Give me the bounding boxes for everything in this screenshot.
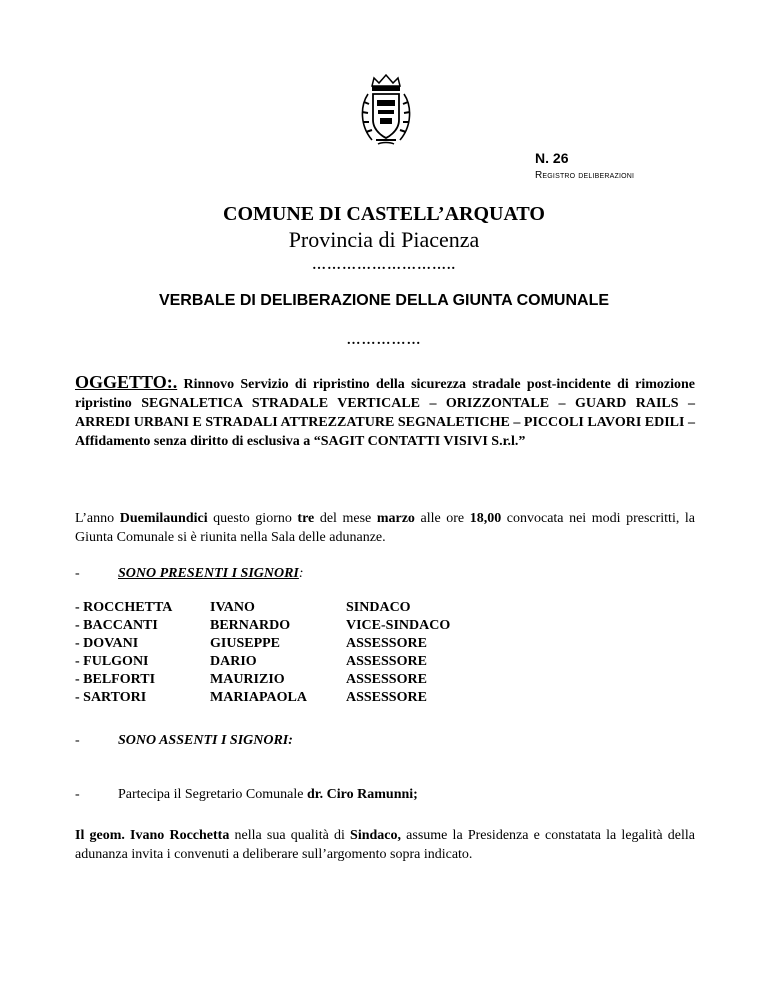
table-row: - SARTORI bbox=[75, 690, 147, 705]
table-row: SINDACO bbox=[346, 600, 411, 615]
list-dash: - bbox=[75, 733, 80, 748]
table-row: DARIO bbox=[210, 654, 257, 669]
presenti-ruoli bbox=[346, 599, 450, 707]
table-row: - DOVANI bbox=[75, 636, 139, 651]
table-row: - BACCANTI bbox=[75, 618, 158, 633]
verbale-heading: VERBALE DI DELIBERAZIONE DELLA GIUNTA COMUNALE bbox=[158, 292, 610, 309]
separator-dots-2: …………… bbox=[346, 333, 422, 348]
segretario-line: Partecipa il Segretario Comunale dr. Ciro Ramunni; bbox=[118, 787, 418, 802]
assenti-heading: SONO ASSENTI I SIGNORI: bbox=[118, 733, 293, 748]
presenti-heading: SONO PRESENTI I SIGNORI: bbox=[118, 566, 304, 581]
list-dash: - bbox=[75, 566, 80, 581]
table-row: ASSESSORE bbox=[346, 654, 427, 669]
table-row: - FULGONI bbox=[75, 654, 149, 669]
table-row: VICE-SINDACO bbox=[346, 618, 451, 633]
presenti-cognomi bbox=[75, 599, 172, 707]
table-row: - ROCCHETTA bbox=[75, 600, 173, 615]
intro-paragraph: L’anno Duemilaundici questo giorno tre del mese marzo alle ore 18,00 convocata nei modi prescritti, la Giunta Comunale si è riunita nella Sala delle adunanze. bbox=[75, 511, 696, 545]
table-row: MARIAPAOLA bbox=[210, 690, 307, 705]
comune-title: COMUNE DI CASTELL’ARQUATO bbox=[223, 203, 545, 225]
separator-dots: ……………………….. bbox=[312, 258, 456, 273]
oggetto-block bbox=[75, 373, 695, 451]
table-row: GIUSEPPE bbox=[210, 636, 281, 651]
registro-label: Registro deliberazioni bbox=[535, 170, 635, 181]
table-row: MAURIZIO bbox=[210, 672, 285, 687]
oggetto-text: Rinnovo Servizio di ripristino della sicurezza stradale post-incidente di rimozione ripristino SEGNALETICA STRADALE VERTICALE – ORIZZONTALE – GUARD RAILS – ARREDI URBANI E STRADALI ATTREZZATURE SEGNALETICHE – PICCOLI LAVORI EDILI – Affidamento senza diritto di esclusiva a “SAGIT CONTATTI VISIVI S.r.l.” bbox=[75, 377, 695, 449]
coat-of-arms-logo bbox=[358, 72, 414, 150]
conclusione-paragraph: Il geom. Ivano Rocchetta nella sua qualità di Sindaco, assume la Presidenza e constatata la legalità della adunanza invita i convenuti a deliberare sull’argomento sopra indicato. bbox=[75, 828, 696, 862]
oggetto-label: OGGETTO:. bbox=[75, 372, 178, 392]
list-dash: - bbox=[75, 787, 80, 802]
table-row: ASSESSORE bbox=[346, 636, 427, 651]
provincia-subtitle: Provincia di Piacenza bbox=[288, 227, 480, 252]
table-row: BERNARDO bbox=[210, 618, 291, 633]
presenti-nomi bbox=[210, 599, 307, 707]
table-row: IVANO bbox=[210, 600, 255, 615]
registro-number: N. 26 bbox=[535, 150, 569, 166]
table-row: ASSESSORE bbox=[346, 690, 427, 705]
table-row: - BELFORTI bbox=[75, 672, 156, 687]
table-row: ASSESSORE bbox=[346, 672, 427, 687]
